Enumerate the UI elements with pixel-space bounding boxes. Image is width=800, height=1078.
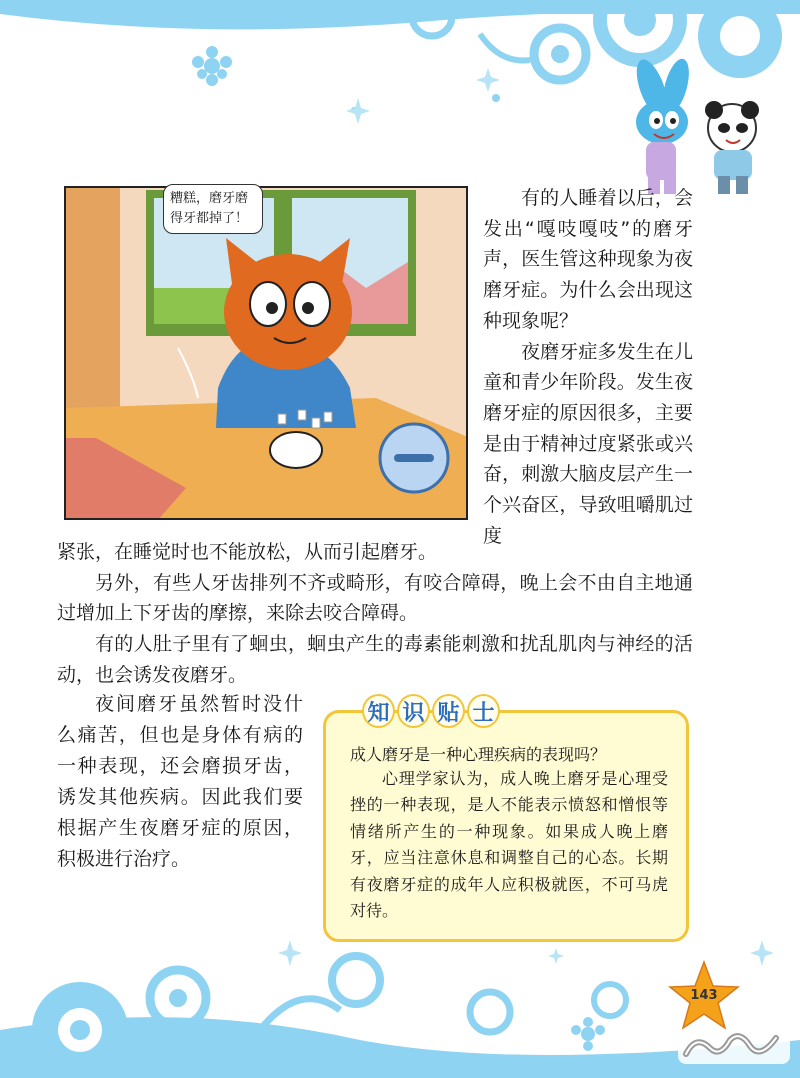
tip-answer [350, 766, 668, 924]
speech-bubble [163, 184, 263, 234]
intro-text-column [483, 183, 693, 551]
cat-teeth-illustration [66, 188, 468, 520]
tip-title [362, 694, 502, 728]
comic-panel [64, 186, 468, 520]
main-text [57, 537, 693, 691]
paragraph-1: 有的人睡着以后，会发出“嘎吱嘎吱”的磨牙声，医生管这种现象为夜磨牙症。为什么会出现这种现象呢？ [483, 187, 693, 332]
paragraph-2: 夜磨牙症多发生在儿童和青少年阶段。发生夜磨牙症的原因很多，主要是由于精神过度紧张或兴奋，刺激大脑皮层产生一个兴奋区，导致咀嚼肌过度 [483, 340, 693, 547]
tip-title-char: 贴 [432, 694, 465, 728]
tip-title-char: 士 [467, 694, 500, 728]
tip-question: 成人磨牙是一种心理疾病的表现吗？ [350, 745, 607, 764]
page-number-badge [668, 960, 740, 1030]
conclusion-text-column [57, 689, 303, 875]
watermark-logo [676, 1024, 792, 1070]
paragraph-3: 另外，有些人牙齿排列不齐或畸形，有咬合障碍，晚上会不由自主地通过增加上下牙齿的摩擦，来除去咬合障碍。 [57, 571, 693, 625]
paragraph-2-continued: 紧张，在睡觉时也不能放松，从而引起磨牙。 [57, 541, 438, 563]
speech-line: 糟糕，磨牙磨 [170, 191, 249, 206]
tip-answer-text: 心理学家认为，成人晚上磨牙是心理受挫的一种表现，是人不能表示愤怒和憎恨等情绪所产生的一种现象。如果成人晚上磨牙，应当注意休息和调整自己的心态。长期有夜磨牙症的成年人应积极就医，不可马虎对待。 [350, 769, 668, 921]
mascot-illustration [592, 58, 788, 198]
paragraph-4: 有的人肚子里有了蛔虫，蛔虫产生的毒素能刺激和扰乱肌肉与神经的活动，也会诱发夜磨牙。 [57, 633, 693, 686]
tip-title-char: 识 [397, 694, 430, 728]
tip-title-char: 知 [362, 694, 395, 728]
flower-icon [571, 1017, 605, 1051]
speech-line: 得牙都掉了！ [170, 211, 249, 226]
flower-icon [192, 46, 232, 86]
paragraph-5: 夜间磨牙虽然暂时没什么痛苦，但也是身体有病的一种表现，还会磨损牙齿，诱发其他疾病。因此我们要根据产生夜磨牙症的原因，积极进行治疗。 [57, 693, 303, 870]
page-number: 143 [690, 988, 718, 1003]
